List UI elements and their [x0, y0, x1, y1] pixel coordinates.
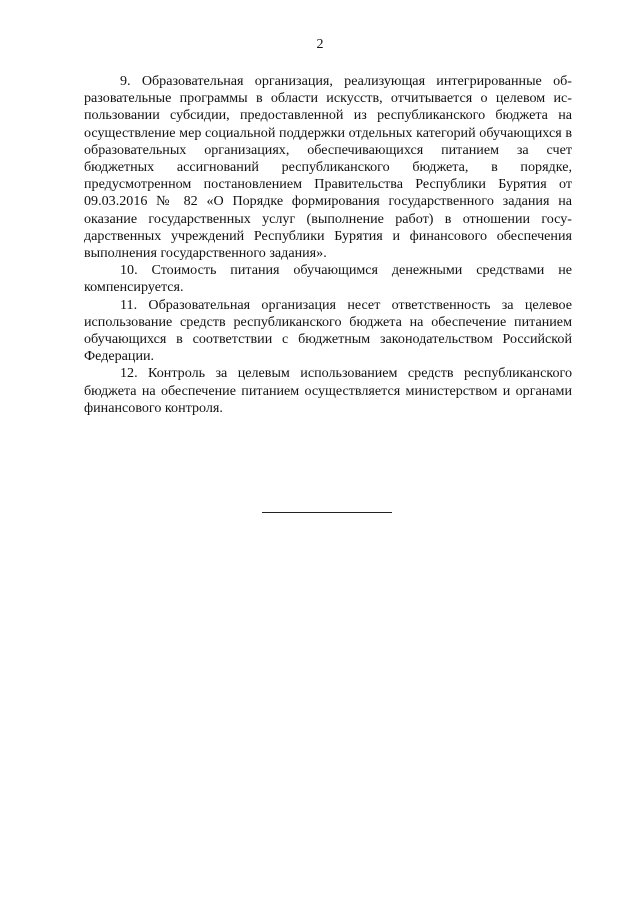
closing-separator-line — [262, 512, 392, 513]
page-number: 2 — [316, 37, 324, 52]
paragraph-12: 12. Контроль за целевым использованием средств республиканского бюджета на обеспечение питанием осуществляется министерством и органами финансового контроля. — [84, 365, 572, 416]
paragraph-10: 10. Стоимость питания обучающимся денежными средствами не компенсируется. — [84, 262, 572, 296]
document-body — [84, 73, 572, 417]
paragraph-11: 11. Образовательная организация несет ответственность за целевое использование средств республиканского бюджета на обеспечение питанием обучающихся в соответствии с бюджетным законодательством Российской Федерации. — [84, 296, 572, 365]
paragraph-9: 9. Образовательная организация, реализующая интегрированные образовательные программы в области искусств, отчитывается о целевом использовании субсидии, предоставленной из республиканского бюджета на осуществление мер социальной поддержки отдельных категорий обучающихся в образовательных организациях, обеспечивающихся питанием за счет бюджетных ассигнований республиканского бюджета, в порядке, предусмотренном постановлением Правительства Республики Бурятия от 09.03.2016 № 82 «О Порядке формирования государственного задания на оказание государственных услуг (выполнение работ) в отношении государственных учреждений Республики Бурятия и финансового обеспечения выполнения государственного задания». — [84, 73, 572, 262]
